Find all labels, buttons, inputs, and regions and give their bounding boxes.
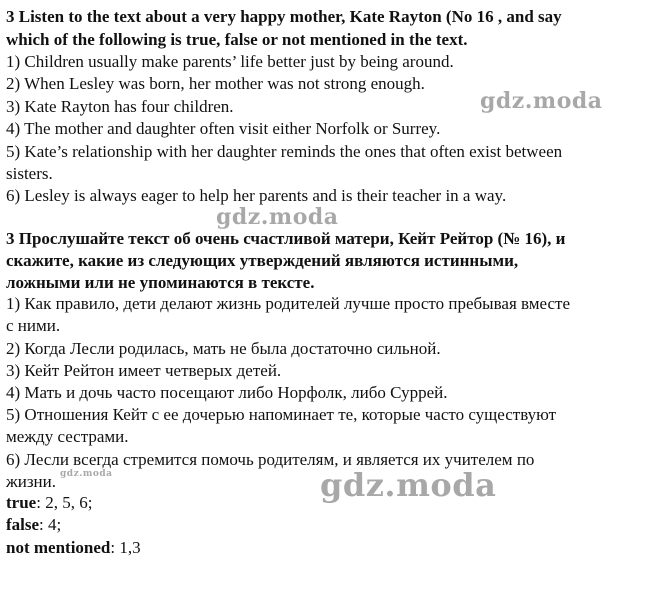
answer-not-mentioned xyxy=(6,537,141,559)
english-item-3: 3) Kate Rayton has four children. xyxy=(6,97,234,116)
russian-item-6: 6) Лесли всегда стремится помочь родителям, и является их учителем по xyxy=(6,450,535,469)
english-item-2: 2) When Lesley was born, her mother was not strong enough. xyxy=(6,74,425,93)
answer-true xyxy=(6,492,92,514)
russian-item-1-continued: с ними. xyxy=(6,316,61,335)
english-item-1: 1) Children usually make parents’ life better just by being around. xyxy=(6,52,454,71)
answer-false-label: false xyxy=(6,515,40,534)
russian-heading-line-3: ложными или не упоминаются в тексте. xyxy=(6,273,315,292)
russian-heading-line-2: скажите, какие из следующих утверждений являются истинными, xyxy=(6,251,519,270)
answer-not-mentioned-value: : 1,3 xyxy=(110,538,141,557)
russian-item-3: 3) Кейт Рейтон имеет четверых детей. xyxy=(6,361,282,380)
answer-true-label: true xyxy=(6,493,37,512)
english-heading-line-1: 3 Listen to the text about a very happy mother, Kate Rayton (No 16 , and say xyxy=(6,7,562,26)
answer-not-mentioned-label: not mentioned xyxy=(6,538,111,557)
answer-false-value: : 4; xyxy=(39,515,62,534)
russian-item-4: 4) Мать и дочь часто посещают либо Норфолк, либо Суррей. xyxy=(6,383,448,402)
russian-item-5: 5) Отношения Кейт с ее дочерью напоминает те, которые часто существуют xyxy=(6,405,557,424)
watermark: gdz.moda xyxy=(60,469,113,479)
russian-item-1: 1) Как правило, дети делают жизнь родителей лучше просто пребывая вместе xyxy=(6,294,571,313)
russian-item-5-continued: между сестрами. xyxy=(6,427,129,446)
english-item-4: 4) The mother and daughter often visit either Norfolk or Surrey. xyxy=(6,119,441,138)
watermark: gdz.moda xyxy=(320,466,497,504)
answer-true-value: : 2, 5, 6; xyxy=(36,493,93,512)
english-item-5-continued: sisters. xyxy=(6,164,53,183)
russian-item-6-continued: жизни. xyxy=(6,472,57,491)
english-heading-line-2: which of the following is true, false or not mentioned in the text. xyxy=(6,30,468,49)
russian-heading-line-1: 3 Прослушайте текст об очень счастливой матери, Кейт Рейтор (№ 16), и xyxy=(6,229,566,248)
watermark: gdz.moda xyxy=(216,204,339,230)
russian-item-2: 2) Когда Лесли родилась, мать не была достаточно сильной. xyxy=(6,339,441,358)
english-item-5: 5) Kate’s relationship with her daughter reminds the ones that often exist between xyxy=(6,142,563,161)
english-item-6: 6) Lesley is always eager to help her parents and is their teacher in a way. xyxy=(6,186,507,205)
answer-false xyxy=(6,514,61,536)
watermark: gdz.moda xyxy=(480,88,603,114)
